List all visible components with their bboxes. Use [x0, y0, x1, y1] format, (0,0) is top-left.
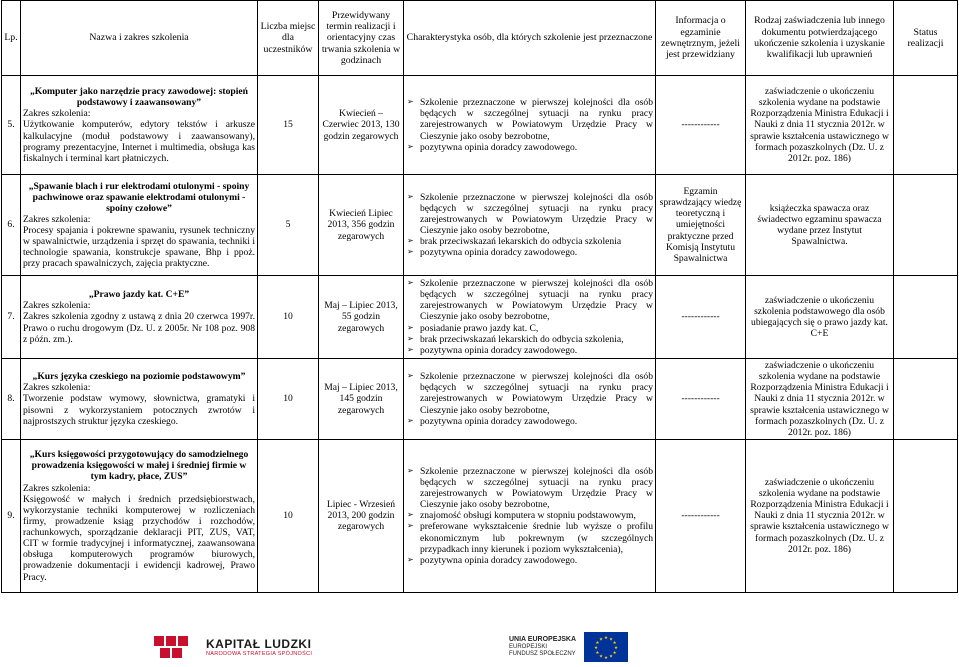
characteristics-cell — [404, 175, 656, 276]
eu-name: UNIA EUROPEJSKA — [509, 635, 577, 643]
arrow-bullet-icon: ➢ — [407, 97, 414, 107]
term-cell: Maj – Lipiec 2013, 55 godzin zegarowych — [319, 276, 404, 359]
status-cell — [894, 359, 958, 440]
list-item: ➢ Szkolenie przeznaczone w pierwszej kolejności dla osób będących w szczególnej sytuacji na rynku pracy zarejestrowanych w Powiatowym Urzędzie Pracy w Cieszynie jako osoby bezrobotne, — [407, 465, 653, 511]
exam-info: ------------ — [656, 76, 746, 175]
list-item: ➢ pozytywna opinia doradcy zawodowego. — [407, 141, 578, 153]
certificate-info: zaświadczenie o ukończeniu szkolenia wydane na podstawie Rozporządzenia Ministra Edukacji i Nauki z dnia 11 stycznia 2012r. w sprawie kształcenia ustawicznego w formach pozaszkolnych (Dz. U. z 2012r. poz. 186) — [746, 76, 894, 175]
list-item: ➢ pozytywna opinia doradcy zawodowego. — [407, 344, 578, 356]
scope-label: Zakres szkolenia: — [23, 482, 91, 494]
characteristics-cell — [404, 439, 656, 592]
table-row — [2, 175, 958, 276]
exam-info: Egzamin sprawdzający wiedzę teoretyczną i umiejętności praktyczne przed Komisją Instytutu Spawalnictwa — [656, 175, 746, 276]
list-item: ➢ Szkolenie przeznaczone w pierwszej kolejności dla osób będących w szczególnej sytuacji na rynku pracy zarejestrowanych w Powiatowym Urzędzie Pracy w Cieszynie jako osoby bezrobotne, — [407, 371, 653, 416]
course-scope: Użytkowanie komputerów, edytory tekstów i arkusze kalkulacyjne (moduł podstawowy i zaawansowany), programy prezentacyjne, Internet i multimedia, obsługa kas fiskalnych i terminal kart płatniczych. — [23, 119, 255, 164]
table-row — [2, 276, 958, 359]
course-title: „Prawo jazdy kat. C+E” — [88, 289, 190, 301]
list-item: ➢ pozytywna opinia doradcy zawodowego. — [407, 415, 578, 427]
svg-text:★: ★ — [614, 646, 619, 651]
table-row — [2, 359, 958, 440]
term-cell: Kwiecień Lipiec 2013, 356 godzin zegarowych — [319, 175, 404, 276]
header-row — [2, 1, 958, 76]
characteristics-cell — [404, 276, 656, 359]
svg-text:★: ★ — [612, 651, 617, 656]
course-scope: Zakres szkolenia zgodny z ustawą z dnia 20 czerwca 1997r. Prawo o ruchu drogowym (Dz. U. z 2005r. Nr 108 poz. 908 z późn. zm.). — [23, 311, 255, 345]
list-item: ➢ preferowane wykształcenie średnie lub wyższe o profilu ekonomicznym lub pokrewnym (w szczególnych przypadkach inny kierunek i poziom wykształcenia), — [407, 521, 653, 555]
row-number: 7. — [2, 276, 21, 359]
certificate-info: zaświadczenie o ukończeniu szkolenia podstawowego dla osób ubiegających się o prawo jazdy kat. C+E — [746, 276, 894, 359]
row-number: 8. — [2, 359, 21, 440]
status-cell — [894, 175, 958, 276]
list-item: ➢ pozytywna opinia doradcy zawodowego. — [407, 554, 578, 566]
footer-logos — [0, 606, 959, 661]
participants-count: 10 — [258, 439, 319, 592]
svg-text:★: ★ — [609, 637, 614, 643]
list-item: ➢ znajomość obsługi komputera w stopniu podstawowym, — [407, 510, 636, 522]
participants-count: 10 — [258, 276, 319, 359]
arrow-bullet-icon: ➢ — [407, 510, 414, 520]
arrow-bullet-icon: ➢ — [407, 191, 414, 201]
list-item: ➢ brak przeciwskazań lekarskich do odbycia szkolenia — [407, 236, 622, 248]
svg-text:★: ★ — [612, 641, 617, 646]
eu-fund-line2: FUNDUSZ SPOŁECZNY — [509, 651, 576, 658]
course-cell — [21, 359, 258, 440]
arrow-bullet-icon: ➢ — [407, 322, 414, 332]
svg-text:★: ★ — [604, 636, 609, 641]
table-row — [2, 439, 958, 592]
svg-text:★: ★ — [609, 654, 614, 660]
list-item: ➢ Szkolenie przeznaczone w pierwszej kolejności dla osób będących w szczególnej sytuacji na rynku pracy zarejestrowanych w Powiatowym Urzędzie Pracy w Cieszynie jako osoby bezrobotne, — [407, 191, 653, 236]
header-status: Status realizacji — [894, 1, 958, 76]
header-term: Przewidywany termin realizacji i orientacyjny czas trwania szkolenia w godzinach — [319, 1, 404, 76]
arrow-bullet-icon: ➢ — [407, 521, 414, 531]
arrow-bullet-icon: ➢ — [407, 333, 414, 343]
header-certificate: Rodzaj zaświadczenia lub innego dokumentu potwierdzającego ukończenie szkolenia i uzyskanie kwalifikacji lub uprawnień — [746, 1, 894, 76]
term-cell: Lipiec - Wrzesień 2013, 200 godzin zegarowych — [319, 439, 404, 592]
exam-info: ------------ — [656, 439, 746, 592]
list-item: ➢ brak przeciwskazań lekarskich do odbycia szkolenia, — [407, 333, 624, 345]
course-cell — [21, 276, 258, 359]
status-cell — [894, 76, 958, 175]
course-title: „Komputer jako narzędzie pracy zawodowej: stopień podstawowy i zaawansowany” — [29, 86, 249, 109]
row-number: 9. — [2, 439, 21, 592]
header-lp: Lp. — [2, 1, 21, 76]
eu-logo — [509, 632, 628, 662]
svg-text:★: ★ — [599, 654, 604, 660]
list-item: ➢ posiadanie prawo jazdy kat. C, — [407, 322, 539, 334]
list-item: ➢ Szkolenie przeznaczone w pierwszej kolejności dla osób będących w szczególnej sytuacji na rynku pracy zarejestrowanych w Powiatowym Urzędzie Pracy w Cieszynie jako osoby bezrobotne, — [407, 278, 653, 323]
scope-label: Zakres szkolenia: — [23, 382, 91, 394]
course-title: „Kurs księgowości przygotowujący do samodzielnego prowadzenia księgowości w małej i średniej firmie w tym kadry, płace, ZUS” — [29, 449, 249, 483]
kapital-ludzki-name: KAPITAŁ LUDZKI — [206, 637, 312, 651]
participants-count: 5 — [258, 175, 319, 276]
certificate-info: zaświadczenie o ukończeniu szkolenia wydane na podstawie Rozporządzenia Ministra Edukacji i Nauki z dnia 11 stycznia 2012r. w sprawie kształcenia ustawicznego w formach pozaszkolnych (Dz. U. z 2012r. poz. 186) — [746, 359, 894, 440]
arrow-bullet-icon: ➢ — [407, 371, 414, 381]
term-cell: Kwiecień – Czerwiec 2013, 130 godzin zegarowych — [319, 76, 404, 175]
arrow-bullet-icon: ➢ — [407, 465, 414, 475]
characteristics-cell — [404, 359, 656, 440]
participants-count: 10 — [258, 359, 319, 440]
arrow-bullet-icon: ➢ — [407, 344, 414, 354]
arrow-bullet-icon: ➢ — [407, 415, 414, 425]
kapital-ludzki-emblem-icon — [148, 632, 202, 662]
table-row — [2, 76, 958, 175]
course-title: „Kurs języka czeskiego na poziomie podstawowym” — [32, 371, 246, 383]
arrow-bullet-icon: ➢ — [407, 141, 414, 151]
exam-info: ------------ — [656, 359, 746, 440]
scope-label: Zakres szkolenia: — [23, 108, 91, 120]
svg-text:★: ★ — [594, 646, 599, 651]
svg-text:★: ★ — [595, 641, 600, 646]
status-cell — [894, 276, 958, 359]
course-scope: Procesy spajania i pokrewne spawaniu, rysunek techniczny w spawalnictwie, urządzenia i sprzęt do spawania, techniki i technologie spawania, konstrukcje spawane, Bhp i ppoż. przy pracach spawalniczych, zajęcia praktyczne. — [23, 225, 255, 270]
training-table — [1, 0, 958, 593]
list-item: ➢ Szkolenie przeznaczone w pierwszej kolejności dla osób będących w szczególnej sytuacji na rynku pracy zarejestrowanych w Powiatowym Urzędzie Pracy w Cieszynie jako osoby bezrobotne, — [407, 97, 653, 142]
scope-label: Zakres szkolenia: — [23, 300, 91, 312]
header-name: Nazwa i zakres szkolenia — [21, 1, 258, 76]
certificate-info: książeczka spawacza oraz świadectwo egzaminu spawacza wydane przez Instytut Spawalnictwa. — [746, 175, 894, 276]
certificate-info: zaświadczenie o ukończeniu szkolenia wydane na podstawie Rozporządzenia Ministra Edukacji i Nauki z dnia 11 stycznia 2012r. w sprawie kształcenia ustawicznego w formach pozaszkolnych (Dz. U. z 2012r. poz. 186) — [746, 439, 894, 592]
kapital-ludzki-subtitle: NARODOWA STRATEGIA SPÓJNOŚCI — [206, 651, 313, 657]
arrow-bullet-icon: ➢ — [407, 554, 414, 564]
row-number: 6. — [2, 175, 21, 276]
eu-flag-icon — [584, 632, 628, 662]
arrow-bullet-icon: ➢ — [407, 247, 414, 257]
svg-text:★: ★ — [595, 651, 600, 656]
kapital-ludzki-logo — [148, 632, 312, 662]
participants-count: 15 — [258, 76, 319, 175]
list-item: ➢ pozytywna opinia doradcy zawodowego. — [407, 247, 578, 259]
exam-info: ------------ — [656, 276, 746, 359]
course-scope: Księgowość w małych i średnich przedsiębiorstwach, wykorzystanie techniki komputerowej w rozliczeniach firmy, prowadzenie ksiąg przychodów i rozchodów, rachunkowych, sporządzanie deklaracji PIT, ZUS, VAT, CIT w formie tradycyjnej i informatycznej, zaawansowana obsługa komputerowych programów biurowych, prowadzenie dokumentacji i ewidencji kadrowej, Prawo Pracy. — [23, 493, 255, 583]
course-cell — [21, 76, 258, 175]
header-characteristics: Charakterystyka osób, dla których szkolenie jest przeznaczone — [404, 1, 656, 76]
header-participants: Liczba miejsc dla uczestników — [258, 1, 319, 76]
course-cell — [21, 439, 258, 592]
svg-text:★: ★ — [599, 637, 604, 643]
svg-text:★: ★ — [604, 656, 609, 661]
term-cell: Maj – Lipiec 2013, 145 godzin zegarowych — [319, 359, 404, 440]
course-cell — [21, 175, 258, 276]
status-cell — [894, 439, 958, 592]
course-title: „Spawanie blach i rur elektrodami otulonymi - spoiny pachwinowe oraz spawanie elektrodami otulonymi - spoiny czołowe” — [28, 180, 250, 214]
characteristics-cell — [404, 76, 656, 175]
course-scope: Tworzenie podstaw wymowy, słownictwa, gramatyki i pisowni z wykorzystaniem potocznych zwrotów i najprostszych struktur języka czeskiego. — [23, 393, 255, 427]
scope-label: Zakres szkolenia: — [23, 213, 91, 225]
row-number: 5. — [2, 76, 21, 175]
arrow-bullet-icon: ➢ — [407, 278, 414, 288]
arrow-bullet-icon: ➢ — [407, 236, 414, 246]
eu-fund-line1: EUROPEJSKI — [509, 644, 548, 650]
header-exam-info: Informacja o egzaminie zewnętrznym, jeżeli jest przewidziany — [656, 1, 746, 76]
